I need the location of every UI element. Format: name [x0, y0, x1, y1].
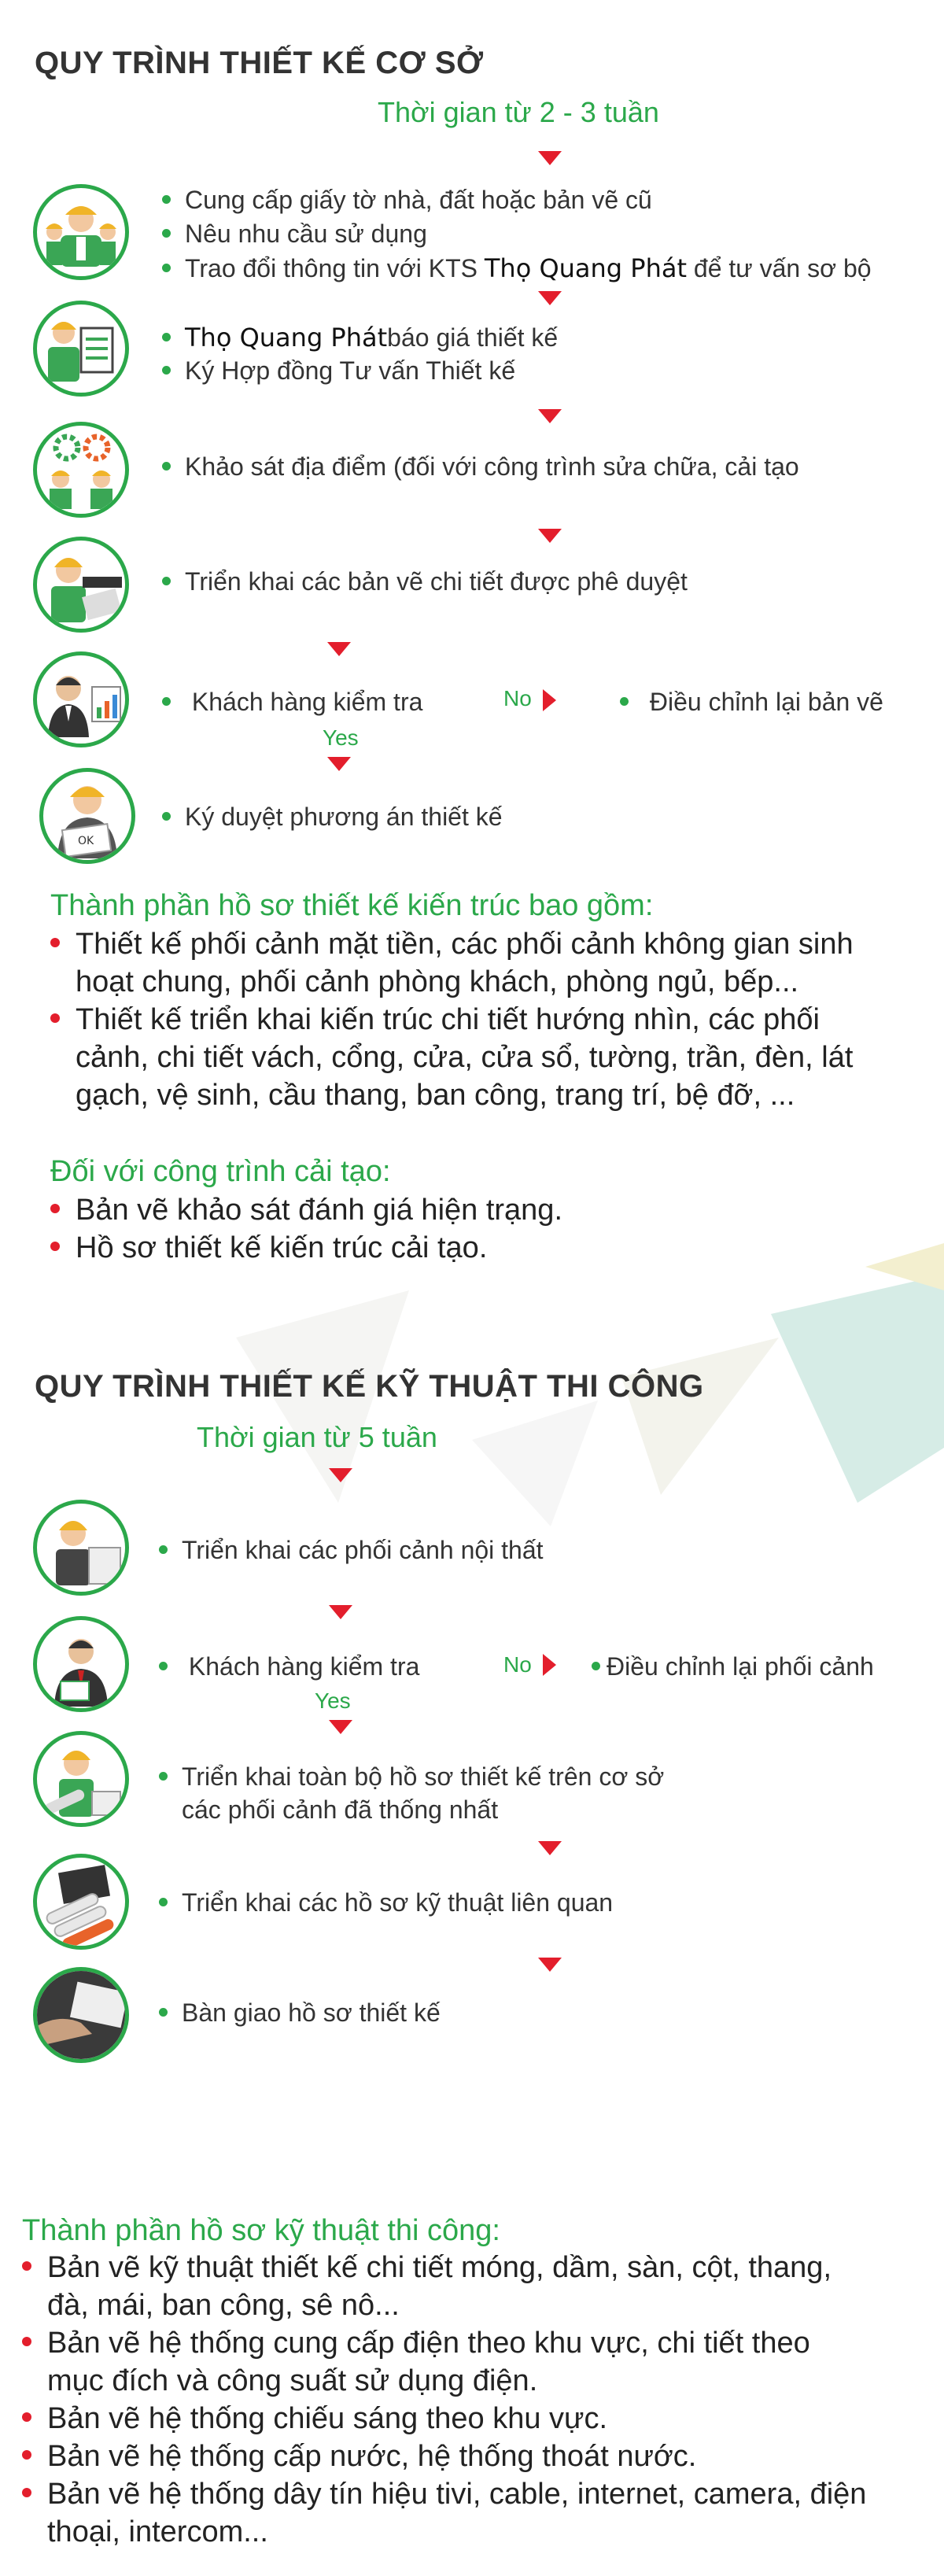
- section2-duration: Thời gian từ 5 tuần: [197, 1421, 437, 1453]
- engineers-icon: [33, 184, 129, 280]
- businessman-icon: [33, 1616, 129, 1712]
- list-item: Bản vẽ hệ thống cung cấp điện theo khu vực, chi tiết theo: [22, 2324, 927, 2362]
- handover-icon: [33, 1967, 129, 2063]
- s1-step2-item2: Ký Hợp đồng Tư vấn Thiết kế: [162, 356, 515, 386]
- s1-components-list: [50, 925, 916, 1114]
- yes-label: Yes: [315, 1688, 351, 1713]
- s2-step3-item1: Triển khai toàn bộ hồ sơ thiết kế trên cơ sở: [159, 1762, 664, 1792]
- ok-text: OK: [78, 835, 94, 847]
- decorative-triangles: [0, 1243, 944, 1574]
- s2-components-title: Thành phần hồ sơ kỹ thuật thi công:: [22, 2214, 500, 2247]
- list-item: Bản vẽ khảo sát đánh giá hiện trạng.: [50, 1191, 916, 1229]
- list-item-cont: đà, mái, ban công, sê nô...: [47, 2289, 400, 2322]
- gears-team-icon: [33, 422, 129, 518]
- list-item: Bản vẽ kỹ thuật thiết kế chi tiết móng, dầm, sàn, cột, thang,: [22, 2249, 927, 2286]
- businessman-chart-icon: [33, 651, 129, 747]
- arrow-right-icon: [543, 689, 556, 711]
- blueprint-rolls-icon: [33, 1854, 129, 1950]
- brand-name: Thọ Quang Phát: [484, 253, 688, 283]
- s1-step5-item1: Khách hàng kiểm tra: [162, 688, 422, 717]
- list-item: Bản vẽ hệ thống dây tín hiệu tivi, cable, internet, camera, điện: [22, 2475, 927, 2513]
- s1-components-title: Thành phần hồ sơ thiết kế kiến trúc bao gồm:: [50, 889, 654, 922]
- list-item: Bản vẽ hệ thống chiếu sáng theo khu vực.: [22, 2400, 927, 2438]
- list-item-cont: cảnh, chi tiết vách, cổng, cửa, cửa sổ, tường, trần, đèn, lát: [76, 1041, 854, 1074]
- s1-step6-item1: Ký duyệt phương án thiết kế: [162, 803, 503, 832]
- worker-desk-icon: [33, 1500, 129, 1596]
- drawing-engineer-icon: [33, 537, 129, 633]
- arrow-down-icon: [327, 642, 351, 656]
- s2-step2-alt: Điều chỉnh lại phối cảnh: [592, 1652, 874, 1681]
- s2-step3-item2: các phối cảnh đã thống nhất: [182, 1795, 499, 1824]
- arrow-down-icon: [538, 1958, 562, 1972]
- arrow-down-icon: [329, 1605, 352, 1619]
- list-item: Hồ sơ thiết kế kiến trúc cải tạo.: [50, 1229, 916, 1267]
- ok-approval-icon: [39, 768, 135, 864]
- arrow-down-icon: [329, 1720, 352, 1734]
- list-item: Bản vẽ hệ thống cấp nước, hệ thống thoát nước.: [22, 2438, 927, 2475]
- checklist-icon: [33, 301, 129, 397]
- list-item-cont: hoạt chung, phối cảnh phòng khách, phòng ngủ, bếp...: [76, 965, 799, 998]
- list-item: Thiết kế triển khai kiến trúc chi tiết hướng nhìn, các phối: [50, 1001, 916, 1039]
- list-item-cont: thoại, intercom...: [47, 2515, 268, 2548]
- arrow-down-icon: [538, 1841, 562, 1855]
- s1-step3-item1: Khảo sát địa điểm (đối với công trình sửa chữa, cải tạo: [162, 452, 799, 482]
- list-item-cont: gạch, vệ sinh, cầu thang, ban công, trang trí, bệ đỡ, ...: [76, 1079, 795, 1112]
- arrow-down-icon: [538, 409, 562, 423]
- brand-name: Thọ Quang Phát: [185, 323, 388, 352]
- s1-step1-item3: Trao đổi thông tin với KTS Thọ Quang Phát để tư vấn sơ bộ: [162, 253, 872, 283]
- no-label: No: [503, 686, 532, 710]
- yes-label: Yes: [323, 725, 359, 750]
- s1-step4-item1: Triển khai các bản vẽ chi tiết được phê duyệt: [162, 567, 688, 596]
- arrow-right-icon: [543, 1654, 556, 1676]
- s2-step4-item1: Triển khai các hồ sơ kỹ thuật liên quan: [159, 1888, 613, 1917]
- no-label: No: [503, 1652, 532, 1677]
- list-item-cont: mục đích và công suất sử dụng điện.: [47, 2364, 538, 2397]
- section1-title: QUY TRÌNH THIẾT KẾ CƠ SỞ: [35, 46, 484, 80]
- s2-components-list: [22, 2249, 927, 2551]
- arrow-down-icon: [538, 529, 562, 543]
- s1-step2-item1: Thọ Quang Phátbáo giá thiết kế: [162, 323, 558, 352]
- s1-step1-item2: Nêu nhu cầu sử dụng: [162, 220, 427, 249]
- arrow-down-icon: [329, 1468, 352, 1482]
- s2-step5-item1: Bàn giao hồ sơ thiết kế: [159, 1998, 441, 2028]
- arrow-down-icon: [327, 757, 351, 771]
- s1-step1-item1: Cung cấp giấy tờ nhà, đất hoặc bản vẽ cũ: [162, 186, 652, 215]
- s2-step2-item1: Khách hàng kiểm tra: [159, 1652, 419, 1681]
- s1-renovation-list: [50, 1191, 916, 1267]
- engineer-plans-icon: [33, 1731, 129, 1827]
- arrow-down-icon: [538, 291, 562, 305]
- arrow-down-icon: [538, 151, 562, 165]
- s1-step5-alt: Điều chỉnh lại bản vẽ: [620, 688, 883, 717]
- s2-step1-item1: Triển khai các phối cảnh nội thất: [159, 1536, 544, 1565]
- section1-duration: Thời gian từ 2 - 3 tuần: [378, 96, 659, 128]
- section2-title: QUY TRÌNH THIẾT KẾ KỸ THUẬT THI CÔNG: [35, 1369, 704, 1404]
- s1-renovation-title: Đối với công trình cải tạo:: [50, 1155, 391, 1188]
- list-item: Thiết kế phối cảnh mặt tiền, các phối cảnh không gian sinh: [50, 925, 916, 963]
